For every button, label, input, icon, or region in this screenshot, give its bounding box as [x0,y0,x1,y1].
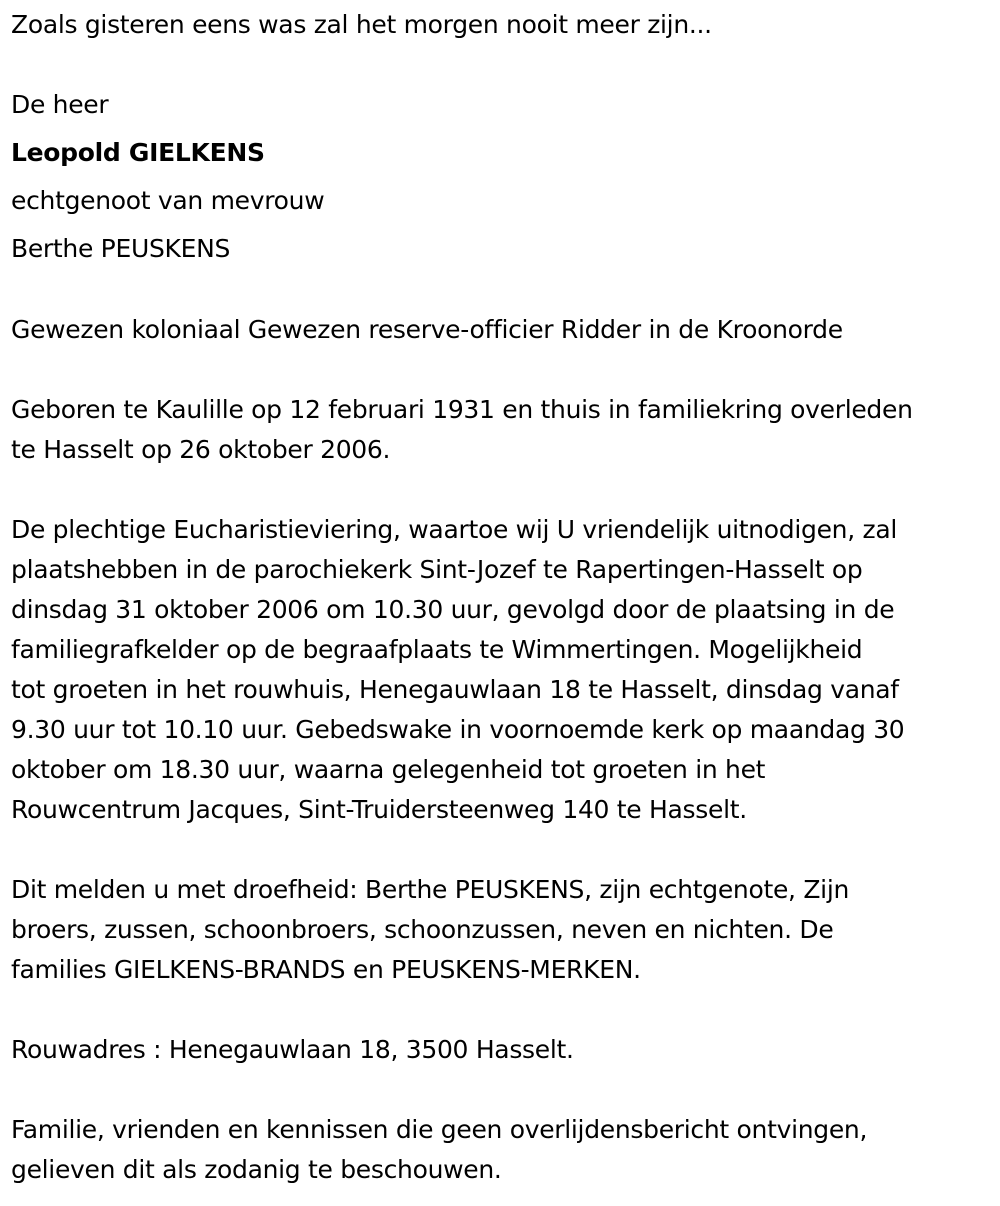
mourning-address: Rouwadres : Henegauwlaan 18, 3500 Hasselt. [11,1035,574,1064]
announcement-paragraph [11,870,986,990]
paragraph-line: gelieven dit als zodanig te beschouwen. [11,1155,502,1184]
paragraph-line: dinsdag 31 oktober 2006 om 10.30 uur, gevolgd door de plaatsing in de [11,595,895,624]
intro-quote: Zoals gisteren eens was zal het morgen nooit meer zijn... [11,10,712,39]
paragraph-line: 9.30 uur tot 10.10 uur. Gebedswake in voornoemde kerk op maandag 30 [11,715,905,744]
paragraph-line: te Hasselt op 26 oktober 2006. [11,435,391,464]
paragraph-line: familiegrafkelder op de begraafplaats te Wimmertingen. Mogelijkheid [11,635,863,664]
paragraph-line: Familie, vrienden en kennissen die geen overlijdensbericht ontvingen, [11,1115,868,1144]
paragraph-line: De plechtige Eucharistieviering, waartoe wij U vriendelijk uitnodigen, zal [11,515,897,544]
spouse-intro: echtgenoot van mevrouw [11,186,325,215]
deceased-name: Leopold GIELKENS [11,138,265,167]
spouse-name: Berthe PEUSKENS [11,234,231,263]
funeral-paragraph [11,510,986,830]
paragraph-line: tot groeten in het rouwhuis, Henegauwlaan 18 te Hasselt, dinsdag vanaf [11,675,899,704]
distinctions: Gewezen koloniaal Gewezen reserve-officier Ridder in de Kroonorde [11,315,843,344]
paragraph-line: plaatshebben in de parochiekerk Sint-Jozef te Rapertingen-Hasselt op [11,555,863,584]
honorific-title: De heer [11,90,109,119]
paragraph-line: Geboren te Kaulille op 12 februari 1931 en thuis in familiekring overleden [11,395,913,424]
birth-death-paragraph [11,390,986,470]
paragraph-line: broers, zussen, schoonbroers, schoonzussen, neven en nichten. De [11,915,834,944]
paragraph-line: Dit melden u met droefheid: Berthe PEUSKENS, zijn echtgenote, Zijn [11,875,850,904]
closing-paragraph [11,1110,986,1190]
paragraph-line: oktober om 18.30 uur, waarna gelegenheid tot groeten in het [11,755,766,784]
paragraph-line: Rouwcentrum Jacques, Sint-Truidersteenweg 140 te Hasselt. [11,795,747,824]
paragraph-line: families GIELKENS-BRANDS en PEUSKENS-MERKEN. [11,955,641,984]
